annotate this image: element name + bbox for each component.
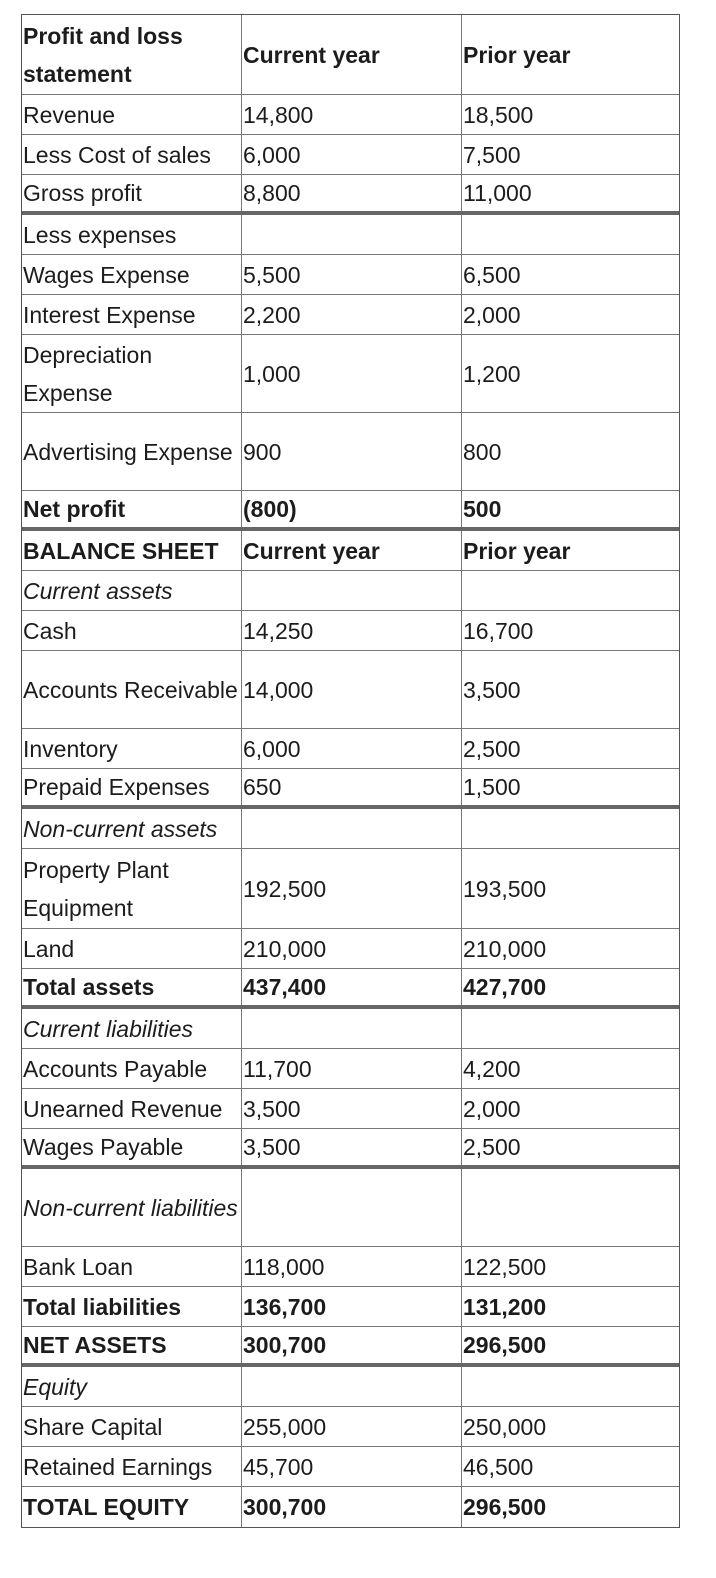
prior-value: 250,000 [461, 1407, 679, 1446]
prior-value: 427,700 [461, 969, 679, 1005]
current-value: 45,700 [241, 1447, 461, 1486]
prior-value: 131,200 [461, 1287, 679, 1326]
section-label: Non-current assets [23, 815, 218, 842]
current-value: 14,250 [241, 611, 461, 650]
prior-value: 2,000 [461, 1089, 679, 1128]
prior-value: 210,000 [461, 929, 679, 968]
row-label: Land [23, 935, 75, 962]
current-value: 11,700 [241, 1049, 461, 1088]
table-row [22, 1247, 679, 1287]
prior-value: 1,200 [461, 335, 679, 412]
row-label: Revenue [23, 101, 116, 128]
row-label: Prepaid Expenses [23, 774, 210, 800]
row-label: Retained Earnings [23, 1453, 213, 1480]
row-label: Accounts Payable [23, 1055, 208, 1082]
section-label: Non-current liabilities [23, 1194, 238, 1221]
row-label: Unearned Revenue [23, 1095, 223, 1122]
pl-header-row [22, 15, 679, 95]
prior-value: 122,500 [461, 1247, 679, 1286]
table-row [22, 611, 679, 651]
empty-cell [461, 809, 679, 848]
row-label: Bank Loan [23, 1253, 133, 1280]
table-row [22, 255, 679, 295]
empty-cell [461, 571, 679, 610]
row-label: NET ASSETS [23, 1332, 167, 1358]
empty-cell [241, 1367, 461, 1406]
section-row [22, 1009, 679, 1049]
row-label: Total liabilities [23, 1293, 182, 1320]
table-row [22, 849, 679, 929]
prior-value: 2,000 [461, 295, 679, 334]
table-row [22, 1129, 679, 1169]
section-row [22, 215, 679, 255]
bs-header-prior: Prior year [461, 531, 679, 570]
prior-value: 46,500 [461, 1447, 679, 1486]
pl-header-prior: Prior year [461, 15, 679, 94]
bs-header-label: BALANCE SHEET [23, 537, 219, 564]
table-row [22, 295, 679, 335]
current-value: 3,500 [241, 1089, 461, 1128]
current-value: 2,200 [241, 295, 461, 334]
current-value: 5,500 [241, 255, 461, 294]
row-label: Wages Expense [23, 261, 190, 288]
row-label: TOTAL EQUITY [23, 1494, 190, 1520]
current-value: 1,000 [241, 335, 461, 412]
prior-value: 7,500 [461, 135, 679, 174]
row-label: Gross profit [23, 180, 142, 206]
prior-value: 11,000 [461, 175, 679, 211]
table-row [22, 1089, 679, 1129]
prior-value: 6,500 [461, 255, 679, 294]
empty-cell [461, 1169, 679, 1246]
total-row [22, 1287, 679, 1327]
bs-header-current: Current year [241, 531, 461, 570]
prior-value: 296,500 [461, 1487, 679, 1527]
empty-cell [241, 1009, 461, 1048]
empty-cell [241, 571, 461, 610]
prior-value: 296,500 [461, 1327, 679, 1363]
current-value: 136,700 [241, 1287, 461, 1326]
table-row [22, 1407, 679, 1447]
current-value: 300,700 [241, 1327, 461, 1363]
table-row [22, 651, 679, 729]
section-label: Current liabilities [23, 1015, 194, 1042]
pl-header-label: Profit and loss statement [23, 22, 183, 87]
row-label: Net profit [23, 496, 126, 522]
table-row [22, 729, 679, 769]
section-label: Less expenses [23, 221, 177, 248]
prior-value: 18,500 [461, 95, 679, 134]
current-value: 192,500 [241, 849, 461, 928]
row-label: Property Plant Equipment [23, 856, 169, 921]
current-value: 437,400 [241, 969, 461, 1005]
current-value: 900 [241, 413, 461, 490]
current-value: 8,800 [241, 175, 461, 211]
table-row [22, 769, 679, 809]
empty-cell [241, 215, 461, 254]
empty-cell [241, 1169, 461, 1246]
row-label: Inventory [23, 735, 118, 762]
total-row [22, 491, 679, 531]
current-value: 650 [241, 769, 461, 805]
section-row [22, 1367, 679, 1407]
empty-cell [461, 1367, 679, 1406]
prior-value: 16,700 [461, 611, 679, 650]
prior-value: 500 [461, 491, 679, 527]
row-label: Wages Payable [23, 1134, 184, 1160]
prior-value: 4,200 [461, 1049, 679, 1088]
table-row [22, 335, 679, 413]
prior-value: 2,500 [461, 729, 679, 768]
financial-statement-table [21, 14, 680, 1528]
prior-value: 193,500 [461, 849, 679, 928]
row-label: Total assets [23, 974, 155, 1000]
table-row [22, 1049, 679, 1089]
row-label: Depreciation Expense [23, 341, 153, 406]
total-row [22, 1487, 679, 1527]
table-row [22, 175, 679, 215]
current-value: 6,000 [241, 135, 461, 174]
current-value: 3,500 [241, 1129, 461, 1165]
table-row [22, 95, 679, 135]
current-value: 118,000 [241, 1247, 461, 1286]
total-row [22, 1327, 679, 1367]
current-value: 255,000 [241, 1407, 461, 1446]
section-row [22, 1169, 679, 1247]
empty-cell [461, 1009, 679, 1048]
row-label: Advertising Expense [23, 438, 233, 465]
prior-value: 800 [461, 413, 679, 490]
table-row [22, 135, 679, 175]
current-value: (800) [241, 491, 461, 527]
section-label: Current assets [23, 577, 173, 604]
current-value: 6,000 [241, 729, 461, 768]
prior-value: 3,500 [461, 651, 679, 728]
current-value: 210,000 [241, 929, 461, 968]
current-value: 300,700 [241, 1487, 461, 1527]
current-value: 14,000 [241, 651, 461, 728]
pl-header-current: Current year [241, 15, 461, 94]
row-label: Accounts Receivable [23, 676, 238, 703]
row-label: Cash [23, 617, 77, 644]
section-row [22, 571, 679, 611]
row-label: Share Capital [23, 1413, 163, 1440]
prior-value: 1,500 [461, 769, 679, 805]
row-label: Interest Expense [23, 301, 196, 328]
total-row [22, 969, 679, 1009]
empty-cell [241, 809, 461, 848]
row-label: Less Cost of sales [23, 141, 211, 168]
bs-header-row [22, 531, 679, 571]
prior-value: 2,500 [461, 1129, 679, 1165]
table-row [22, 413, 679, 491]
current-value: 14,800 [241, 95, 461, 134]
section-label: Equity [23, 1373, 87, 1400]
table-row [22, 929, 679, 969]
section-row [22, 809, 679, 849]
empty-cell [461, 215, 679, 254]
table-row [22, 1447, 679, 1487]
